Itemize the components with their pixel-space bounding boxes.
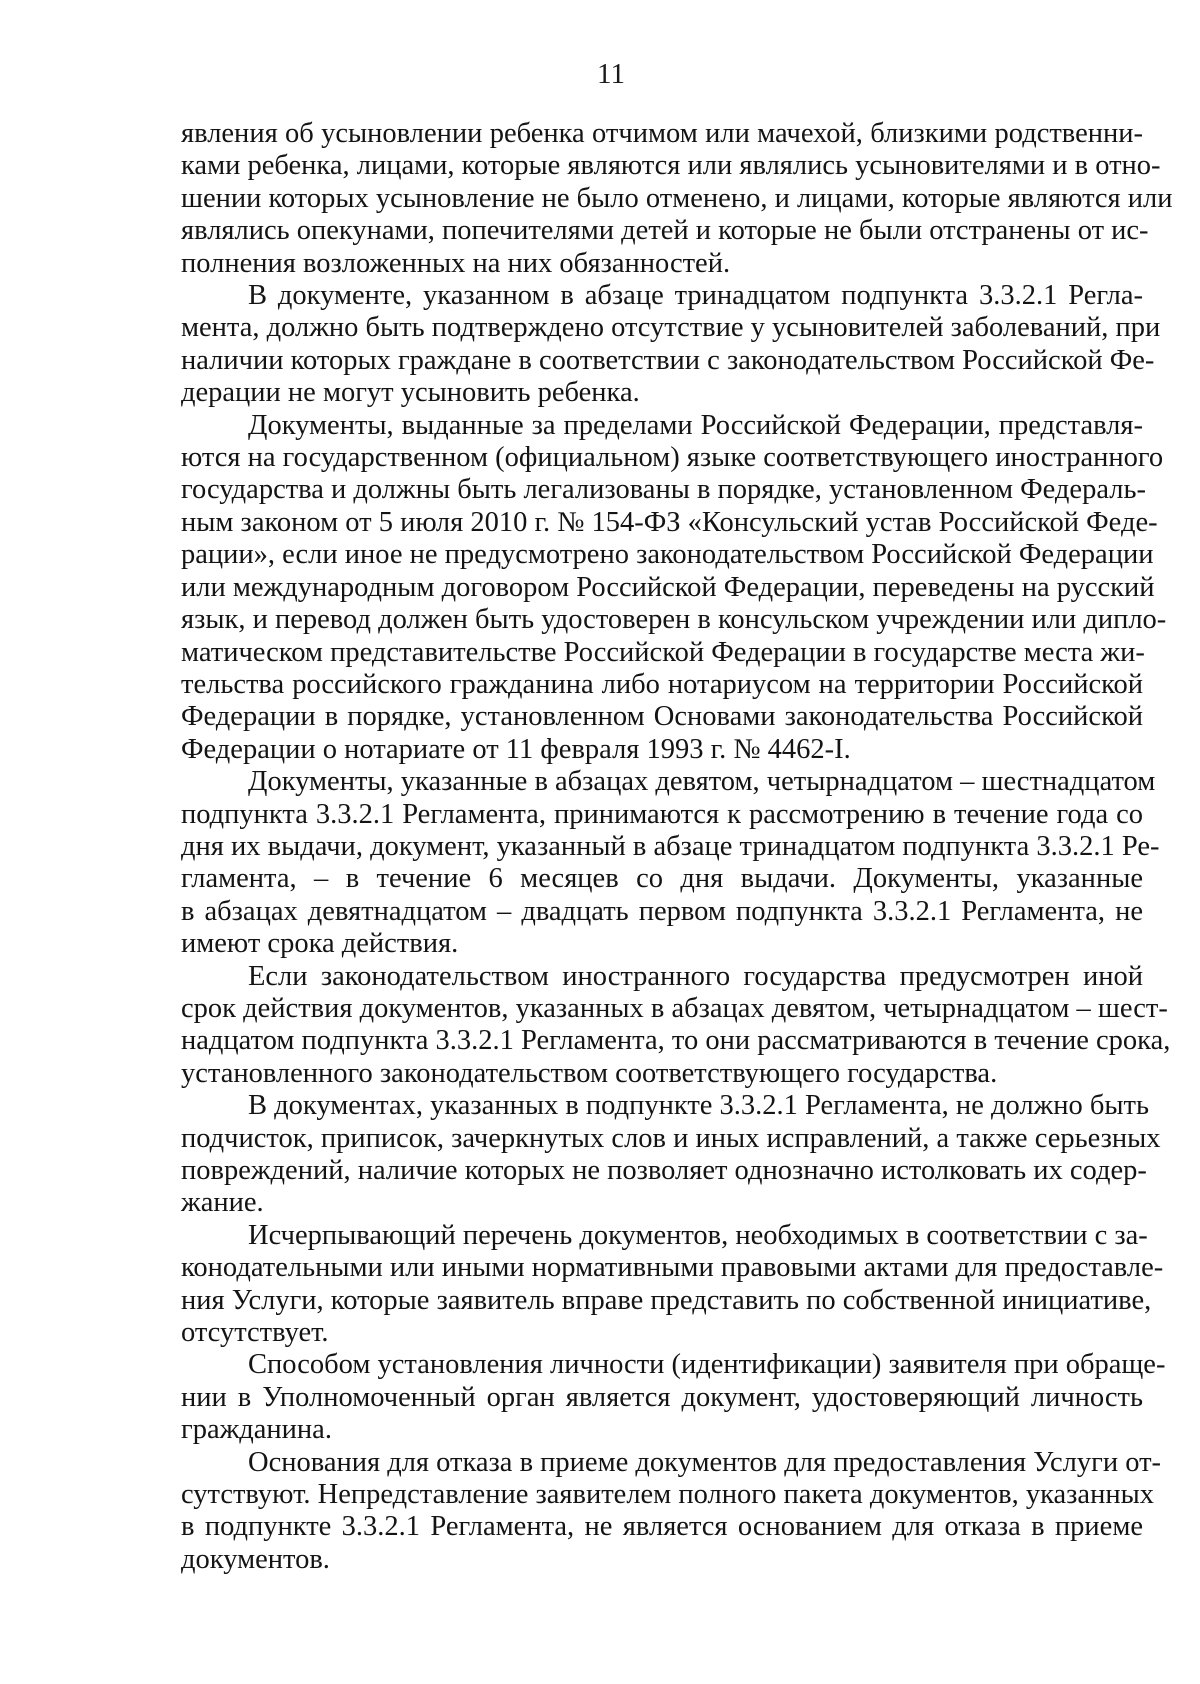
text-line: наличии которых граждане в соответствии с законодательством Российской Фе- [181,344,1155,376]
text-line: надцатом подпункта 3.3.2.1 Регламента, то они рассматриваются в течение срока, [181,1025,1171,1057]
text-line: ками ребенка, лицами, которые являются или являлись усыновителями и в отно- [181,150,1161,182]
paragraph [181,1090,1161,1220]
text-line: В документе, указанном в абзаце тринадцатом подпункта 3.3.2.1 Регла- [248,280,1143,312]
text-line: срок действия документов, указанных в абзацах девятом, четырнадцатом – шест- [181,992,1168,1024]
text-line: матическом представительстве Российской Федерации в государстве места жи- [181,636,1145,668]
text-line: отсутствует. [181,1317,329,1349]
text-line: Если законодательством иностранного государства предусмотрен иной [248,960,1143,992]
text-line: повреждений, наличие которых не позволяет однозначно истолковать их содер- [181,1155,1147,1186]
text-line: являлись опекунами, попечителями детей и которые не были отстранены от ис- [181,215,1149,247]
text-line: язык, и перевод должен быть удостоверен в консульском учреждении или дипло- [181,604,1167,636]
text-line: В документах, указанных в подпункте 3.3.2.1 Регламента, не должно быть [248,1090,1149,1122]
text-line: Документы, указанные в абзацах девятом, четырнадцатом – шестнадцатом [248,766,1156,798]
text-line: гламента, – в течение 6 месяцев со дня выдачи. Документы, указанные [181,863,1143,895]
text-line: Федерации о нотариате от 11 февраля 1993 г. № 4462-I. [181,733,851,765]
text-line: подчисток, приписок, зачеркнутых слов и иных исправлений, а также серьезных [181,1122,1161,1154]
text-line: ным законом от 5 июля 2010 г. № 154-ФЗ «Консульский устав Российской Феде- [181,506,1158,538]
paragraph [181,1349,1166,1446]
text-line: дерации не могут усыновить ребенка. [181,377,640,409]
paragraph [181,280,1161,410]
text-line: сутствуют. Непредставление заявителем полного пакета документов, указанных [181,1479,1154,1511]
text-line: установленного законодательством соответствующего государства. [181,1057,998,1089]
text-line: дня их выдачи, документ, указанный в абзаце тринадцатом подпункта 3.3.2.1 Ре- [181,830,1160,862]
text-line: Документы, выданные за пределами Российской Федерации, представля- [248,409,1143,441]
text-line: гражданина. [181,1414,332,1446]
text-line: конодательными или иными нормативными правовыми актами для предоставле- [181,1252,1164,1284]
paragraph [181,409,1167,766]
text-line: мента, должно быть подтверждено отсутствие у усыновителей заболеваний, при [181,312,1161,344]
paragraph [181,1219,1164,1350]
text-line: нии в Уполномоченный орган является документ, удостоверяющий личность [181,1381,1143,1413]
paragraph [181,118,1173,280]
text-line: документов. [181,1543,330,1575]
paragraph [181,766,1160,960]
text-line: государства и должны быть легализованы в порядке, установленном Федераль- [181,474,1146,506]
text-line: подпункта 3.3.2.1 Регламента, принимаются к рассмотрению в течение года со [181,798,1143,830]
text-line: шении которых усыновление не было отменено, и лицами, которые являются или [181,182,1173,214]
text-line: тельства российского гражданина либо нотариусом на территории Российской [181,668,1143,700]
text-line: Федерации в порядке, установленном Основами законодательства Российской [181,701,1143,733]
text-line: жание. [181,1187,264,1219]
text-line: в абзацах девятнадцатом – двадцать первом подпункта 3.3.2.1 Регламента, не [181,895,1143,927]
text-line: ются на государственном (официальном) языке соответствующего иностранного [181,442,1164,474]
paragraph [181,1446,1162,1577]
document-body [181,118,1173,1576]
text-line: полнения возложенных на них обязанностей. [181,247,731,279]
text-line: явления об усыновлении ребенка отчимом или мачехой, близкими родственни- [181,118,1143,149]
text-line: имеют срока действия. [181,928,459,960]
text-line: рации», если иное не предусмотрено законодательством Российской Федерации [181,539,1154,571]
text-line: или международным договором Российской Федерации, переведены на русский [181,571,1155,603]
text-line: ния Услуги, которые заявитель вправе представить по собственной инициативе, [181,1284,1152,1316]
paragraph [181,960,1171,1091]
text-line: Исчерпывающий перечень документов, необходимых в соответствии с за- [248,1219,1148,1251]
text-line: в подпункте 3.3.2.1 Регламента, не является основанием для отказа в приеме [181,1511,1143,1543]
text-line: Способом установления личности (идентификации) заявителя при обраще- [248,1349,1166,1381]
page-number: 11 [597,58,625,90]
text-line: Основания для отказа в приеме документов для предоставления Услуги от- [248,1446,1162,1478]
